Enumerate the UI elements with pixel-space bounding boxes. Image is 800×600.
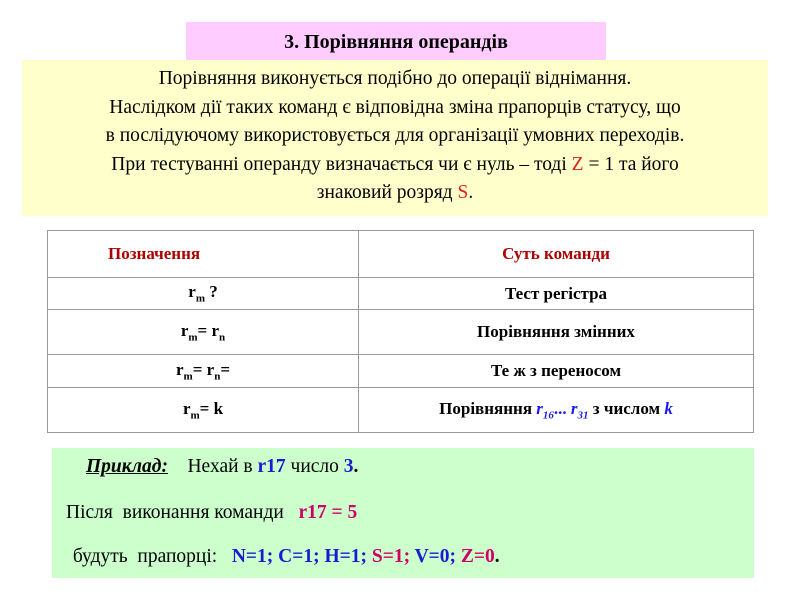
meaning-cell: Тест регістра xyxy=(359,278,754,310)
notation-text: = r xyxy=(192,359,215,379)
example-line-1 xyxy=(86,456,358,478)
example-text: . xyxy=(494,546,500,567)
example-command: r17 = 5 xyxy=(298,502,358,523)
flag-value: Z=0 xyxy=(460,546,495,567)
notation-sub: m xyxy=(183,370,193,383)
description-line-5 xyxy=(22,179,768,208)
example-register: r17 xyxy=(257,456,286,477)
flag-value: H=1; xyxy=(324,546,372,567)
flag-s: S xyxy=(457,182,469,203)
table-header-row xyxy=(48,231,754,278)
meaning-cell xyxy=(359,388,754,433)
notation-sub: m xyxy=(188,331,198,344)
header-meaning: Суть команди xyxy=(359,231,754,278)
example-line-3 xyxy=(68,546,500,568)
table-row xyxy=(48,388,754,433)
meaning-cell: Те ж з переносом xyxy=(359,355,754,388)
flag-value: C=1; xyxy=(278,546,325,567)
meaning-text: Порівняння xyxy=(439,398,537,418)
description-text: знаковий розряд xyxy=(316,182,458,203)
constant-k: k xyxy=(664,398,673,418)
notation-sub: n xyxy=(214,370,221,383)
notation-cell xyxy=(48,388,359,433)
example-line-2 xyxy=(66,502,357,524)
notation-sub: m xyxy=(195,292,205,305)
notation-text: r xyxy=(182,398,191,418)
notation-sub: m xyxy=(190,409,200,422)
description-line-2: Наслідком дії таких команд є відповідна зміна прапорців статусу, що xyxy=(109,96,681,118)
description-line-1: Порівняння виконується подібно до операції віднімання. xyxy=(158,68,632,89)
notation-sub: n xyxy=(219,331,226,344)
example-text: число xyxy=(285,456,344,477)
notation-cell xyxy=(48,278,359,310)
header-notation: Позначення xyxy=(48,231,359,278)
example-box xyxy=(52,448,754,578)
slide-title: 3. Порівняння операндів xyxy=(186,22,606,60)
flag-z: Z xyxy=(571,153,584,175)
example-label: Приклад: xyxy=(86,456,168,477)
flag-value: S=1; xyxy=(371,546,415,567)
description-line-3: в послідуючому використовується для організації умовних переходів. xyxy=(105,125,685,146)
description-box xyxy=(22,60,768,216)
flag-value: V=0; xyxy=(414,546,461,567)
command-table-wrap xyxy=(47,230,754,432)
meaning-cell: Порівняння змінних xyxy=(359,310,754,355)
meaning-text: ... xyxy=(553,398,571,418)
description-line-4 xyxy=(22,151,768,180)
example-text: Після виконання команди xyxy=(66,502,299,523)
register-r16: $r_{16}$ xyxy=(536,398,554,422)
example-text: . xyxy=(353,456,359,477)
notation-cell xyxy=(48,355,359,388)
table-row xyxy=(48,310,754,355)
table-row xyxy=(48,278,754,310)
example-text: будуть прапорці: xyxy=(68,546,232,567)
notation-text: r xyxy=(180,320,189,340)
flags-list xyxy=(232,546,495,567)
description-text: . xyxy=(468,182,474,203)
meaning-text: з числом xyxy=(588,398,665,418)
command-table xyxy=(47,230,754,433)
notation-cell xyxy=(48,310,359,355)
description-text: При тестуванні операнду визначається чи є нуль – тоді xyxy=(111,153,572,175)
notation-text: r xyxy=(175,359,184,379)
example-text: Нехай в xyxy=(187,456,258,477)
notation-text: = k xyxy=(199,398,224,418)
example-number: 3 xyxy=(343,456,354,477)
table-row xyxy=(48,355,754,388)
notation-text: = r xyxy=(197,320,220,340)
register-r31: $r_{31}$ xyxy=(570,398,589,422)
notation-text: r xyxy=(188,282,196,302)
flag-value: N=1; xyxy=(231,546,279,567)
notation-text: = xyxy=(220,359,230,379)
description-text: = 1 та його xyxy=(583,153,679,175)
notation-text: ? xyxy=(204,282,218,302)
